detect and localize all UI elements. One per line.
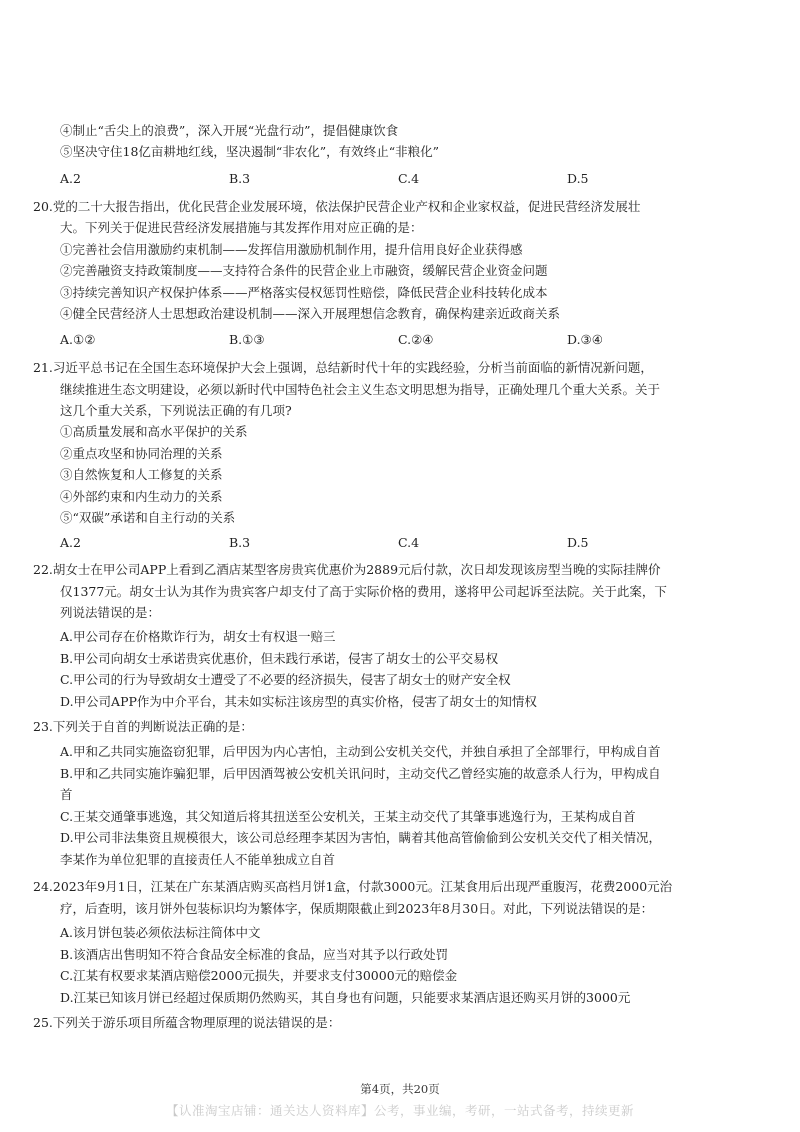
q21-item-3: ③自然恢复和人工修复的关系 bbox=[60, 467, 223, 482]
q20-item-1: ①完善社会信用激励约束机制——发挥信用激励机制作用，提升信用良好企业获得感 bbox=[60, 242, 523, 257]
q21-stem-line-2: 继续推进生态文明建设，必须以新时代中国特色社会主义生态文明思想为指导，正确处理几个重大关系。关于 bbox=[60, 382, 661, 397]
q20-item-3: ③持续完善知识产权保护体系——严格落实侵权惩罚性赔偿，降低民营企业科技转化成本 bbox=[60, 285, 548, 300]
q23-stem: 23.下列关于自首的判断说法正确的是： bbox=[33, 719, 253, 734]
q21-stem-line-3: 这几个重大关系，下列说法正确的有几项? bbox=[60, 403, 292, 418]
q24-option-c: C.江某有权要求某酒店赔偿2000元损失，并要求支付30000元的赔偿金 bbox=[60, 968, 458, 983]
page-number: 第4页，共20页 bbox=[360, 1082, 440, 1096]
q25-stem: 25.下列关于游乐项目所蕴含物理原理的说法错误的是： bbox=[33, 1015, 341, 1030]
q23-option-d: D.甲公司非法集资且规模很大，该公司总经理李某因为害怕，瞒着其他高管偷偷到公安机关交代了相关情况， bbox=[60, 830, 662, 845]
q22-stem-line-1: 22.胡女士在甲公司APP上看到乙酒店某型客房贵宾优惠价为2889元后付款，次日却发现该房型当晚的实际挂牌价 bbox=[33, 562, 661, 577]
q24-option-a: A.该月饼包装必须依法标注简体中文 bbox=[60, 925, 261, 940]
prev-option-d: D.5 bbox=[567, 171, 589, 186]
store-watermark: 【认准淘宝店铺：通关达人资料库】公考，事业编，考研，一站式备考，持续更新 bbox=[165, 1103, 634, 1118]
q20-option-d: D.③④ bbox=[567, 332, 603, 347]
prev-item-5: ⑤坚决守住18亿亩耕地红线，坚决遏制“非农化”，有效终止“非粮化” bbox=[60, 144, 439, 159]
q22-option-d: D.甲公司APP作为中介平台，其未如实标注该房型的真实价格，侵害了胡女士的知情权 bbox=[60, 694, 537, 709]
q21-option-b: B.3 bbox=[229, 535, 251, 550]
q22-option-a: A.甲公司存在价格欺诈行为，胡女士有权退一赔三 bbox=[60, 629, 336, 644]
q21-option-c: C.4 bbox=[398, 535, 420, 550]
q24-option-d: D.江某已知该月饼已经超过保质期仍然购买，其自身也有问题，只能要求某酒店退还购买月饼的3000元 bbox=[60, 990, 631, 1005]
q22-option-b: B.甲公司向胡女士承诺贵宾优惠价，但未践行承诺，侵害了胡女士的公平交易权 bbox=[60, 651, 499, 666]
q20-item-4: ④健全民营经济人士思想政治建设机制——深入开展理想信念教育，确保构建亲近政商关系 bbox=[60, 306, 561, 321]
q23-option-b: B.甲和乙共同实施诈骗犯罪，后甲因酒驾被公安机关讯问时，主动交代乙曾经实施的故意杀人行为，甲构成自 bbox=[60, 766, 661, 781]
prev-option-c: C.4 bbox=[398, 171, 420, 186]
q24-option-b: B.该酒店出售明知不符合食品安全标准的食品，应当对其予以行政处罚 bbox=[60, 947, 449, 962]
q24-stem-line-1: 24.2023年9月1日，江某在广东某酒店购买高档月饼1盒，付款3000元。江某食用后出现严重腹泻，花费2000元治 bbox=[33, 879, 673, 894]
q23-option-b-cont: 首 bbox=[60, 787, 73, 802]
q22-stem-line-2: 仅1377元。胡女士认为其作为贵宾客户却支付了高于实际价格的费用，遂将甲公司起诉至法院。关于此案，下 bbox=[60, 584, 667, 599]
q21-option-d: D.5 bbox=[567, 535, 589, 550]
q20-option-c: C.②④ bbox=[398, 332, 434, 347]
q21-item-1: ①高质量发展和高水平保护的关系 bbox=[60, 424, 248, 439]
q22-option-c: C.甲公司的行为导致胡女士遭受了不必要的经济损失，侵害了胡女士的财产安全权 bbox=[60, 672, 511, 687]
q24-stem-line-2: 疗，后查明，该月饼外包装标识均为繁体字，保质期限截止到2023年8月30日。对此，下列说法错误的是： bbox=[60, 901, 654, 916]
q21-stem-line-1: 21.习近平总书记在全国生态环境保护大会上强调，总结新时代十年的实践经验，分析当前面临的新情况新问题， bbox=[33, 360, 653, 375]
q20-stem-line-1: 20.党的二十大报告指出，优化民营企业发展环境，依法保护民营企业产权和企业家权益，促进民营经济发展壮 bbox=[33, 199, 641, 214]
q23-option-c: C.王某交通肇事逃逸，其父知道后将其扭送至公安机关，王某主动交代了其肇事逃逸行为，王某构成自首 bbox=[60, 809, 636, 824]
q21-item-2: ②重点攻坚和协同治理的关系 bbox=[60, 446, 223, 461]
q21-option-a: A.2 bbox=[60, 535, 81, 550]
q21-item-4: ④外部约束和内生动力的关系 bbox=[60, 489, 223, 504]
q20-option-b: B.①③ bbox=[229, 332, 265, 347]
q23-option-a: A.甲和乙共同实施盗窃犯罪，后甲因为内心害怕，主动到公安机关交代，并独自承担了全部罪行，甲构成自首 bbox=[60, 744, 661, 759]
prev-option-b: B.3 bbox=[229, 171, 251, 186]
q20-stem-line-2: 大。下列关于促进民营经济发展措施与其发挥作用对应正确的是： bbox=[60, 220, 423, 235]
prev-option-a: A.2 bbox=[60, 171, 81, 186]
q20-option-a: A.①② bbox=[60, 332, 96, 347]
q21-item-5: ⑤“双碳”承诺和自主行动的关系 bbox=[60, 510, 236, 525]
q20-item-2: ②完善融资支持政策制度——支持符合条件的民营企业上市融资，缓解民营企业资金问题 bbox=[60, 263, 548, 278]
q22-stem-line-3: 列说法错误的是： bbox=[60, 605, 161, 620]
prev-item-4: ④制止“舌尖上的浪费”，深入开展“光盘行动”，提倡健康饮食 bbox=[60, 123, 399, 138]
q23-option-d-cont: 李某作为单位犯罪的直接责任人不能单独成立自首 bbox=[60, 852, 336, 867]
